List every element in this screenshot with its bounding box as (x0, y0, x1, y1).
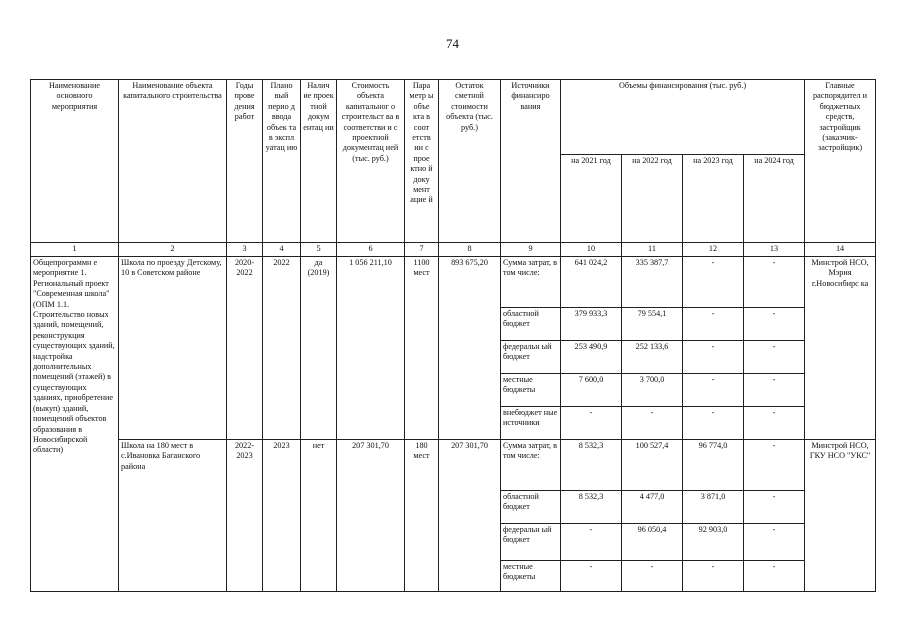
amount-2021-cell: - (561, 524, 622, 561)
budget-manager-cell: Минстрой НСО, ГКУ НСО "УКС" (805, 440, 876, 592)
remaining-cost-cell: 893 675,20 (439, 257, 501, 440)
header-funding-sources: Источники финансиро вания (501, 80, 561, 243)
header-year-2022: на 2022 год (622, 155, 683, 243)
amount-2021-cell: 7 600,0 (561, 374, 622, 407)
amount-2024-cell: - (744, 440, 805, 491)
object-cost-cell: 207 301,70 (337, 440, 405, 592)
header-year-2021: на 2021 год (561, 155, 622, 243)
amount-2021-cell: - (561, 407, 622, 440)
header-object-params: Пара метр ы объе кта в соот етств ии с прое ктно й доку мент ацие й (405, 80, 439, 243)
amount-2024-cell: - (744, 524, 805, 561)
header-object-name: Наименование объекта капитального строительства (119, 80, 227, 243)
amount-2023-cell: - (683, 407, 744, 440)
amount-2023-cell: 92 903,0 (683, 524, 744, 561)
object-cost-cell: 1 056 211,10 (337, 257, 405, 440)
column-number: 10 (561, 243, 622, 257)
amount-2021-cell: 379 933,3 (561, 308, 622, 341)
funding-source-cell: областной бюджет (501, 308, 561, 341)
funding-source-cell: федеральн ый бюджет (501, 524, 561, 561)
column-number: 13 (744, 243, 805, 257)
amount-2021-cell: 253 490,9 (561, 341, 622, 374)
amount-2024-cell: - (744, 491, 805, 524)
column-number: 6 (337, 243, 405, 257)
column-number: 9 (501, 243, 561, 257)
column-number: 7 (405, 243, 439, 257)
design-docs-cell: нет (301, 440, 337, 592)
amount-2024-cell: - (744, 341, 805, 374)
amount-2024-cell: - (744, 407, 805, 440)
remaining-cost-cell: 207 301,70 (439, 440, 501, 592)
column-number: 1 (31, 243, 119, 257)
funding-source-cell: областной бюджет (501, 491, 561, 524)
commission-cell: 2023 (263, 440, 301, 592)
amount-2021-cell: - (561, 561, 622, 592)
amount-2024-cell: - (744, 257, 805, 308)
header-row (31, 80, 876, 155)
amount-2022-cell: 3 700,0 (622, 374, 683, 407)
amount-2022-cell: 4 477,0 (622, 491, 683, 524)
amount-2023-cell: - (683, 308, 744, 341)
amount-2022-cell: 252 133,6 (622, 341, 683, 374)
work-years-cell: 2020-2022 (227, 257, 263, 440)
table-row (31, 257, 876, 308)
funding-source-cell: федеральн ый бюджет (501, 341, 561, 374)
funding-source-cell: местные бюджеты (501, 374, 561, 407)
amount-2022-cell: - (622, 561, 683, 592)
amount-2022-cell: 335 387,7 (622, 257, 683, 308)
header-design-docs: Налич ие проек тной докум ентац ии (301, 80, 337, 243)
funding-source-cell: местные бюджеты (501, 561, 561, 592)
amount-2023-cell: - (683, 561, 744, 592)
column-number: 3 (227, 243, 263, 257)
amount-2023-cell: - (683, 341, 744, 374)
amount-2023-cell: - (683, 374, 744, 407)
amount-2022-cell: 96 050,4 (622, 524, 683, 561)
commission-cell: 2022 (263, 257, 301, 440)
budget-manager-cell: Минстрой НСО, Мэрия г.Новосибирс ка (805, 257, 876, 440)
object-name-cell: Школа по проезду Детскому, 10 в Советском районе (119, 257, 227, 440)
table-row (31, 440, 876, 491)
design-docs-cell: да (2019) (301, 257, 337, 440)
amount-2024-cell: - (744, 561, 805, 592)
column-number: 2 (119, 243, 227, 257)
header-remaining-cost: Остаток сметной стоимости объекта (тыс. руб.) (439, 80, 501, 243)
header-year-2023: на 2023 год (683, 155, 744, 243)
work-years-cell: 2022-2023 (227, 440, 263, 592)
funding-source-cell: Сумма затрат, в том числе: (501, 440, 561, 491)
header-object-cost: Стоимость объекта капитальног о строительст ва в соответстви и с проектной документац ией (тыс. руб.) (337, 80, 405, 243)
header-commission-period: Плано вый перио д ввода объек та в экспл уатац ию (263, 80, 301, 243)
amount-2022-cell: 100 527,4 (622, 440, 683, 491)
financing-table (30, 79, 876, 592)
amount-2022-cell: 79 554,1 (622, 308, 683, 341)
amount-2022-cell: - (622, 407, 683, 440)
column-number: 8 (439, 243, 501, 257)
amount-2021-cell: 8 532,3 (561, 491, 622, 524)
header-budget-managers: Главные распорядител и бюджетных средств, застройщик (заказчик-застройщик) (805, 80, 876, 243)
amount-2024-cell: - (744, 374, 805, 407)
object-params-cell: 180 мест (405, 440, 439, 592)
funding-source-cell: Сумма затрат, в том числе: (501, 257, 561, 308)
column-number: 4 (263, 243, 301, 257)
column-number: 11 (622, 243, 683, 257)
header-work-years: Годы прове дения работ (227, 80, 263, 243)
column-number-row (31, 243, 876, 257)
column-number: 14 (805, 243, 876, 257)
amount-2024-cell: - (744, 308, 805, 341)
object-params-cell: 1100 мест (405, 257, 439, 440)
funding-source-cell: внебюджет ные источники (501, 407, 561, 440)
amount-2021-cell: 641 024,2 (561, 257, 622, 308)
header-main-event: Наименование основного мероприятия (31, 80, 119, 243)
main-event-cell: Общепрограммн е мероприятие 1. Региональный проект "Современная школа" (ОПМ 1.1. Строительство новых зданий, помещений, реконструкция существующих зданий, надстройка дополнительных помещений (этажей) в существующих зданиях, приобретение (выкуп) зданий, помещений объектов образования в Новосибирской области) (31, 257, 119, 592)
header-funding-volumes: Объемы финансирования (тыс. руб.) (561, 80, 805, 155)
amount-2023-cell: 96 774,0 (683, 440, 744, 491)
amount-2023-cell: - (683, 257, 744, 308)
header-year-2024: на 2024 год (744, 155, 805, 243)
amount-2021-cell: 8 532,3 (561, 440, 622, 491)
column-number: 12 (683, 243, 744, 257)
object-name-cell: Школа на 180 мест в с.Ивановка Баганского района (119, 440, 227, 592)
amount-2023-cell: 3 871,0 (683, 491, 744, 524)
column-number: 5 (301, 243, 337, 257)
page-number: 74 (446, 36, 459, 51)
